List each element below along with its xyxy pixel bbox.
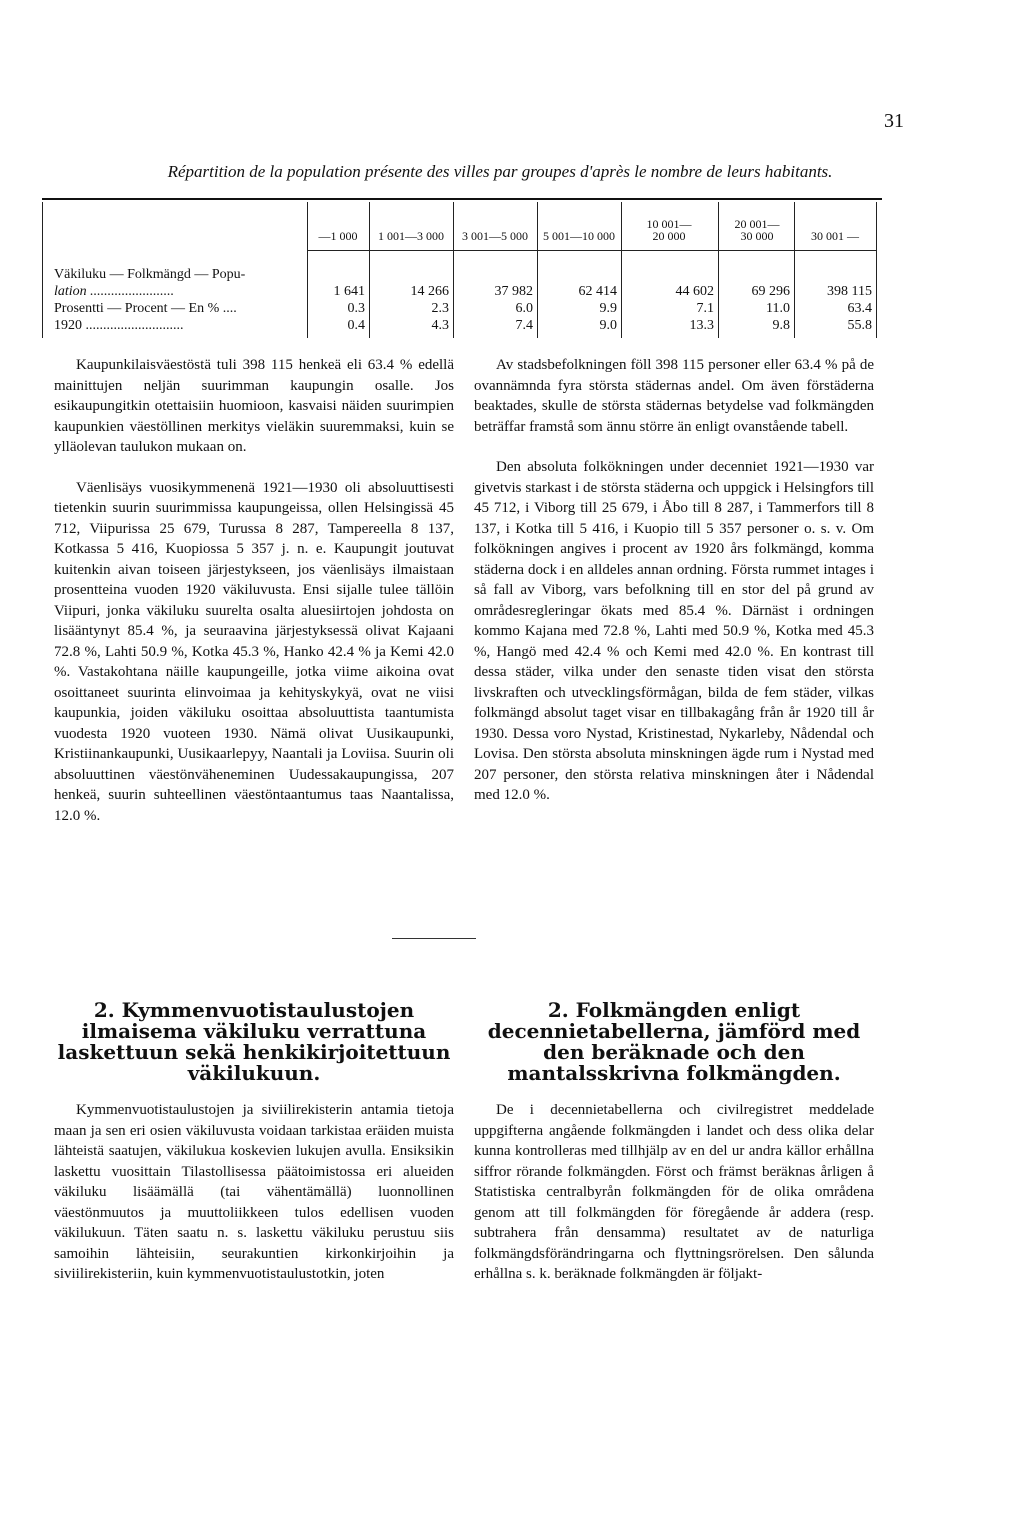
table-cell: 6.0 <box>515 301 533 316</box>
population-table <box>42 198 882 338</box>
page-number: 31 <box>884 110 904 132</box>
table-cell: 2.3 <box>431 301 449 316</box>
column-header: 3 001—5 000 <box>462 229 528 243</box>
column-header: 30 001 — <box>811 229 859 243</box>
finnish-column-lower <box>54 1100 454 1285</box>
table-top-rule <box>42 198 882 200</box>
table-header-rule <box>307 250 876 251</box>
table-cell: 9.8 <box>772 318 790 333</box>
column-header: 1 001—3 000 <box>378 229 444 243</box>
table-cell: 7.4 <box>515 318 533 333</box>
column-header: —1 000 <box>318 229 358 243</box>
swedish-section-heading: 2. Folkmängden enligt decennietabellerna, jämförd med den beräknade och den mantalsskrivna folkmängden. <box>487 998 861 1085</box>
table-cell: 55.8 <box>847 318 872 333</box>
column-header: 20 001— 30 000 <box>734 217 780 243</box>
table-cell: 7.1 <box>696 301 714 316</box>
table-title: Répartition de la population présente des villes par groupes d'après le nombre de leurs habitants. <box>167 162 833 181</box>
table-cell: 63.4 <box>847 301 872 316</box>
swedish-paragraph: Av stadsbefolkningen föll 398 115 personer eller 63.4 % på de ovannämnda fyra största städernas andel. Om även förstäderna beaktades, skulle de största städernas betydelse vad folkmängden beträffar framstå som ännu större än enligt ovanstående tabell. <box>474 357 874 435</box>
table-cell: 0.4 <box>347 318 365 333</box>
table-cell: 9.9 <box>599 301 617 316</box>
section-divider <box>392 938 476 939</box>
row-label-percent: Prosentti — Procent — En % .... <box>54 301 237 316</box>
finnish-section-heading: 2. Kymmenvuotistaulustojen ilmaisema väkiluku verrattuna laskettuun sekä henkikirjoitettuun väkilukuun. <box>57 998 451 1085</box>
table-cell: 11.0 <box>766 301 790 316</box>
table-cell: 4.3 <box>431 318 449 333</box>
table-right-rule <box>876 202 877 338</box>
table-cell: 69 296 <box>751 284 790 299</box>
table-cell: 14 266 <box>410 284 449 299</box>
finnish-paragraph: Kaupunkilaisväestöstä tuli 398 115 henkeä eli 63.4 % edellä mainittujen neljän suurimman kaupungin osalle. Jos esikaupungitkin otettaisiin huomioon, kasvaisi näiden suurimpien kaupunkien väestöllinen merkitys vieläkin suuremmaksi, kuin se ylläolevan taulukon mukaan on. <box>54 357 454 455</box>
swedish-paragraph: Den absoluta folkökningen under decenniet 1921—1930 var givetvis starkast i de största städerna och uppgick i Helsingfors till 45 712, i Viborg till 25 679, i Åbo till 8 287, i Tammerfors till 8 137, i Kotka till 5 416, i Kuopio till 5 357 personer o. s. v. Om folkökningen angives i procent av 1920 års folkmängd, komma städerna dock i en alldeles annan ordning. Första rummet intages i så fall av Viborg, vars befolkning till en stor del på grund av områdesregleringar ökats med 85.4 %. Därnäst i ordningen kommo Kajana med 72.8 %, Lahti med 50.9 %, Kotka med 45.3 %, Hangö med 42.4 % och Kemi med 42.0 %. En kontrast till dessa städer, vilka under den senaste tiden visat den största livskraften och utvecklingsförmågan, bilda de fem städer, vilkas folkmängd absolut taget visar en tillbakagång från år 1920 till år 1930. Dessa voro Nystad, Kristinestad, Nykarleby, Nådendal och Lovisa. Den största absoluta minskningen ägde rum i Nystad med 207 personer, den största relativa minskningen åter i Nådendal med 12.0 %. <box>474 459 874 803</box>
table-cell: 62 414 <box>578 284 617 299</box>
column-header: 5 001—10 000 <box>543 229 615 243</box>
table-cell: 44 602 <box>675 284 714 299</box>
table-cell: 0.3 <box>347 301 365 316</box>
swedish-paragraph: De i decennietabellerna och civilregistret meddelade uppgifterna angående folkmängden i landet och dess olika delar kunna kontrolleras med tillhjälp av en del ur andra källor erhållna siffror rörande folkmängden. Först och främst beräknas årligen å Statistiska centralbyrån folkmängden för de olika områdena genom att till folkmängden för föregående år addera (resp. subtrahera från densamma) resultatet av de naturliga folkmängdsförändringarna och flyttningsrörelsen. Den sålunda erhållna s. k. beräknade folkmängden är följakt- <box>474 1102 874 1282</box>
column-header: 10 001— 20 000 <box>646 217 692 243</box>
swedish-column-upper <box>474 355 874 806</box>
finnish-paragraph: Kymmenvuotistaulustojen ja siviilirekisterin antamia tietoja maan ja sen eri osien väkiluvusta voidaan tarkistaa eräiden muista lähteistä saatujen, väkilukua koskevien lukujen avulla. Ensiksikin laskettu vuosittain Tilastollisessa päätoimistossa eri alueiden väkiluku lisäämällä (tai vähentämällä) luonnollinen väestönmuutos ja muuttoliikkeen tulos edellisen vuoden väkilukuun. Täten saatu n. s. laskettu väkiluku perustuu siis samoihin lähteisiin, seurakuntien kirkonkirjoihin ja siviilirekisteriin, kuin kymmenvuotistaulustotkin, joten <box>54 1102 454 1282</box>
finnish-column-upper <box>54 355 454 826</box>
finnish-paragraph: Väenlisäys vuosikymmenenä 1921—1930 oli absoluuttisesti tietenkin suurin suurimmissa kaupungeissa, ollen Helsingissä 45 712, Viipurissa 25 679, Turussa 8 287, Tampereella 8 137, Kotkassa 5 416, Kuopiossa 5 357 j. n. e. Kaupungit joutuvat kuitenkin aivan toiseen järjestykseen, jos väenlisäys ilmaistaan prosentteina vuoden 1920 väkiluvusta. Ensi sijalle tulee tällöin Viipuri, jonka väkiluku suurelta osalta aluesiirtojen johdosta on lisääntynyt 85.4 %, ja seuraavina järjestyksessä olivat Kajaani 72.8 %, Lahti 50.9 %, Kotka 45.3 %, Hanko 42.4 % ja Kemi 42.0 %. Vastakohtana näille kaupungeille, jotka viime aikoina ovat osoittaneet suurinta elinvoimaa ja kehityskykyä, ovat ne viisi kaupunkia, joiden väkiluku osoittaa absoluuttista taantumista vuodesta 1920 vuoteen 1930. Nämä olivat Uusikaupunki, Kristiinankaupunki, Uusikaarlepyy, Naantali ja Loviisa. Suurin oli absoluuttinen väestönväheneminen Uudessakaupungissa, 207 henkeä, suurin suhteellinen väestöntaantumus taas Naantalissa, 12.0 %. <box>54 479 454 824</box>
row-label-population: Väkiluku — Folkmängd — Popu- <box>54 267 246 282</box>
swedish-column-lower <box>474 1100 874 1285</box>
table-left-rule <box>42 202 43 338</box>
table-cell: 37 982 <box>494 284 533 299</box>
table-cell: 398 115 <box>827 284 872 299</box>
row-label-population-cont: lation ........................ <box>54 284 175 299</box>
table-cell: 13.3 <box>689 318 714 333</box>
table-cell: 9.0 <box>599 318 617 333</box>
table-cell: 1 641 <box>333 284 365 299</box>
row-label-1920: 1920 ............................ <box>54 318 184 333</box>
